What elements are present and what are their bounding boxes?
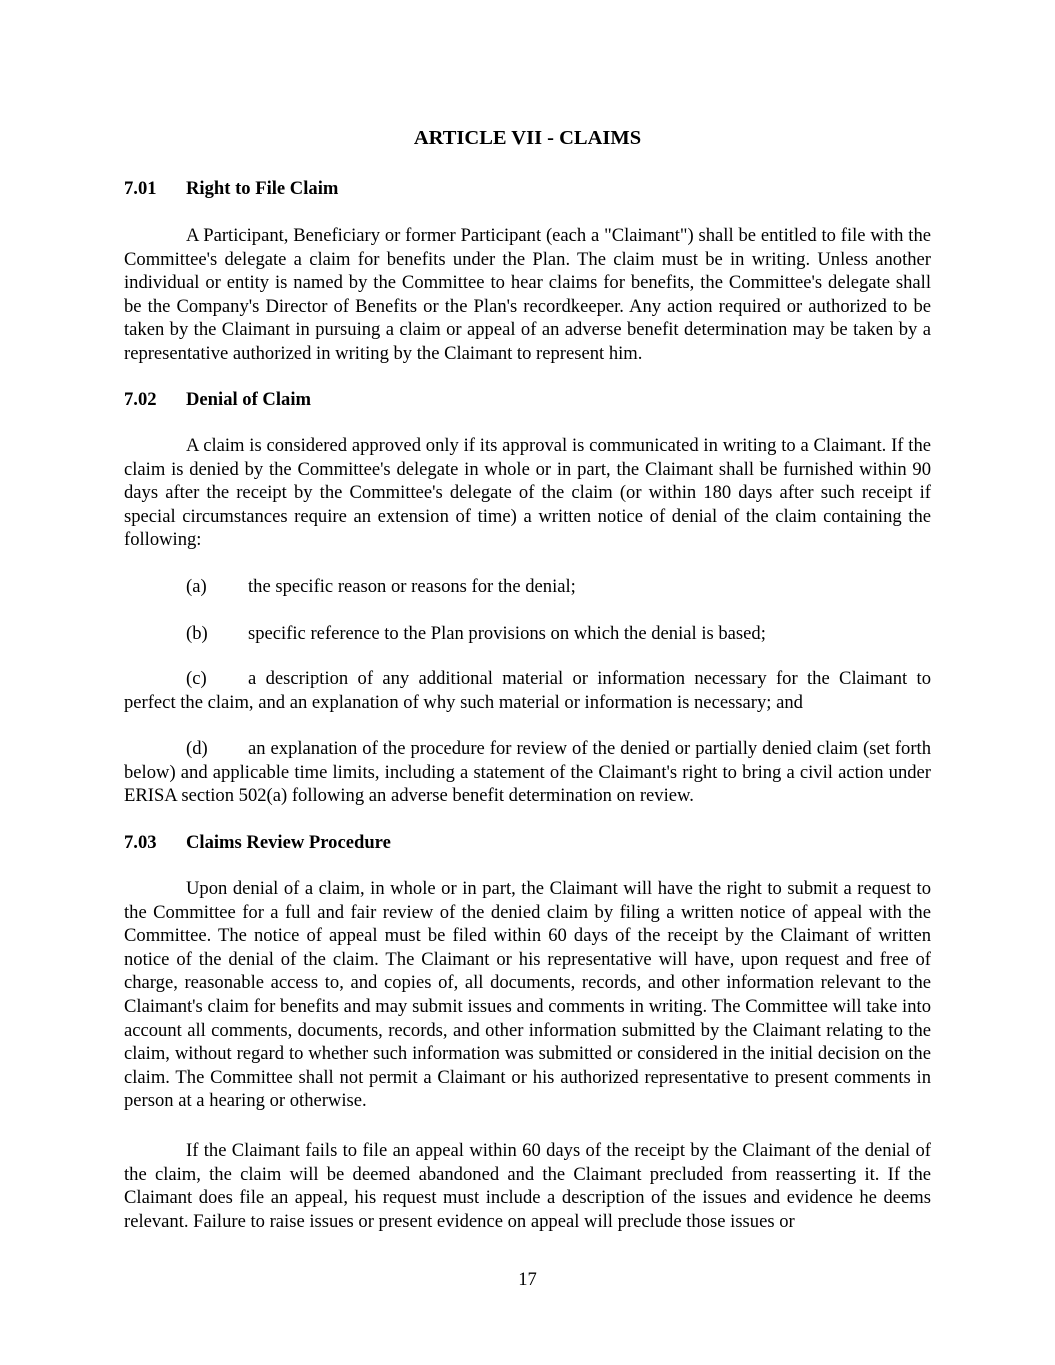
- list-item-a: [186, 575, 576, 599]
- section-7-03-paragraph-1: Upon denial of a claim, in whole or in part, the Claimant will have the right to submit a request to the Committee for a full and fair review of the denied claim by filing a written notice of appeal with the Committee. The notice of appeal must be filed within 60 days of the receipt by the Claimant of written notice of the denial of the claim. The Claimant or his representative will have, upon request and free of charge, reasonable access to, and copies of, all documents, records, and other information relevant to the Claimant's claim for benefits and may submit issues and comments in writing. The Committee will take into account all comments, documents, records, and other information submitted by the Claimant relating to the claim, without regard to whether such information was submitted or considered in the initial decision on the claim. The Committee shall not permit a Claimant or his authorized representative to present comments in person at a hearing or otherwise.: [124, 878, 931, 1112]
- list-text: a description of any additional material or information necessary for the Claimant to perfect the claim, and an explanation of why such material or information is necessary; and: [124, 668, 931, 713]
- section-heading-7-01: [124, 177, 338, 201]
- section-number: 7.01: [124, 178, 157, 199]
- section-heading-7-02: [124, 388, 311, 412]
- list-label: (c): [186, 668, 207, 689]
- section-number: 7.03: [124, 832, 157, 853]
- section-heading-7-03: [124, 831, 391, 855]
- list-label: (a): [186, 576, 207, 597]
- section-7-03-paragraph-2: If the Claimant fails to file an appeal within 60 days of the receipt by the Claimant of the denial of the claim, the claim will be deemed abandoned and the Claimant precluded from reasserting it. If the Claimant does file an appeal, his request must include a description of the issues and evidence he deems relevant. Failure to raise issues or present evidence on appeal will preclude those issues or: [124, 1140, 931, 1232]
- page-number: 17: [518, 1269, 537, 1290]
- section-title: Denial of Claim: [186, 389, 311, 410]
- list-label: (b): [186, 623, 208, 644]
- list-text: an explanation of the procedure for review of the denied or partially denied claim (set forth below) and applicable time limits, including a statement of the Claimant's right to bring a civil action under ERISA section 502(a) following an adverse benefit determination on review.: [124, 738, 931, 807]
- article-title: ARTICLE VII - CLAIMS: [413, 127, 642, 149]
- list-item-c: [124, 667, 931, 714]
- section-title: Claims Review Procedure: [186, 832, 391, 853]
- list-text: specific reference to the Plan provisions on which the denial is based;: [248, 623, 766, 644]
- list-item-d: [124, 737, 931, 808]
- section-7-02-paragraph: A claim is considered approved only if its approval is communicated in writing to a Claimant. If the claim is denied by the Committee's delegate in whole or in part, the Claimant shall be furnished within 90 days after the receipt by the Committee's delegate of the claim (or within 180 days after such receipt if special circumstances require an extension of time) a written notice of denial of the claim containing the following:: [124, 435, 931, 551]
- section-title: Right to File Claim: [186, 178, 339, 199]
- list-label: (d): [186, 738, 208, 759]
- section-7-01-paragraph: A Participant, Beneficiary or former Participant (each a "Claimant") shall be entitled to file with the Committee's delegate a claim for benefits under the Plan. The claim must be in writing. Unless another individual or entity is named by the Committee to hear claims for benefits, the Committee's delegate shall be the Company's Director of Benefits or the Plan's recordkeeper. Any action required or authorized to be taken by the Claimant in pursuing a claim or appeal of an adverse benefit determination may be taken by a representative authorized in writing by the Claimant to represent him.: [124, 225, 931, 364]
- section-number: 7.02: [124, 389, 157, 410]
- list-item-b: [186, 622, 766, 646]
- list-text: the specific reason or reasons for the denial;: [248, 576, 576, 597]
